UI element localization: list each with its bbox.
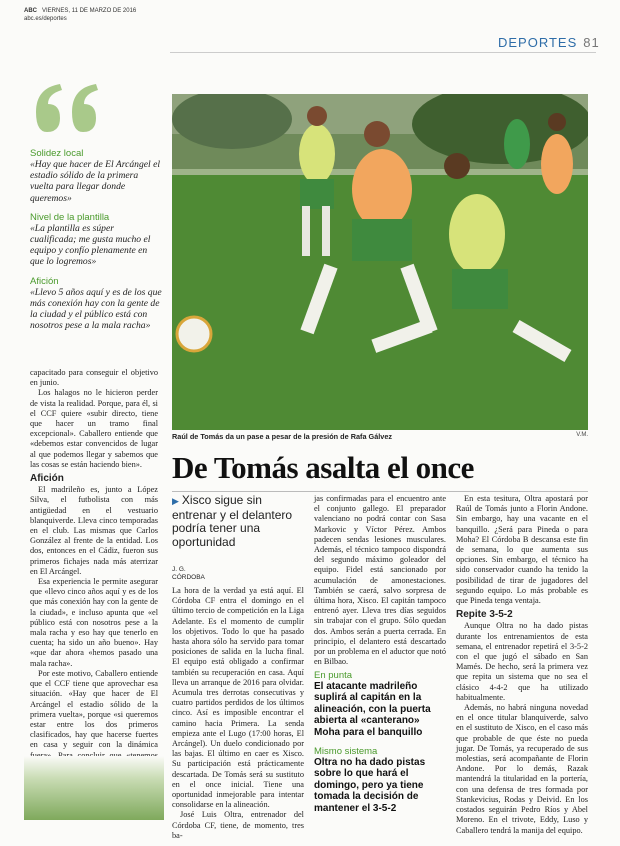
paragraph: El madrileño es, junto a López Silva, el futbolista con más antigüedad en el vestuario blanquiverde. Lleva cinco temporadas en el club. Las mismas que Carlos González al frente de la entidad. Los dos, entonces en el Cádiz, fueron sus primeros fichajes nada más aterrizar en El Arcángel. <box>30 485 158 576</box>
training-photo-illustration <box>172 94 588 430</box>
subheadline-text: Xisco sigue sin entrenar y el delantero podría tener una oportunidad <box>172 493 293 549</box>
headline: De Tomás asalta el once <box>172 450 474 485</box>
subheading: Afición <box>30 473 64 485</box>
article-column-left <box>30 368 158 781</box>
page-number: 81 <box>583 35 600 50</box>
quote-heading: Nivel de la plantilla <box>30 211 110 223</box>
paragraph: Además, no habrá ninguna novedad en el once titular blanquiverde, salvo en el sustituto de Xisco, en el caso más que probable de que éste no pueda jugar. De Tomás, ya recuperado de sus molestias, será acompañante de Florin Andone. Por lo demás, Razak mantendrá la titularidad en la portería, con una defensa de tres formada por Stankevicius, Rodas y Deivid. En los costados seguirán Pedro Ríos y Abel Moreno. En el trivote, Eddy, Luso y Caballero tendrá la manija del equipo. <box>456 703 588 835</box>
training-photo <box>172 94 588 430</box>
photo-caption: Raúl de Tomás da un pase a pesar de la presión de Rafa Gálvez <box>172 432 393 441</box>
section-name: DEPORTES <box>498 35 578 50</box>
masthead-info <box>24 7 136 23</box>
photo-credit: V.M. <box>576 432 588 438</box>
section-url: abc.es/deportes <box>24 16 67 22</box>
article-column-1 <box>172 586 304 841</box>
quote-mark-icon <box>30 82 110 134</box>
highlight-heading: Mismo sistema <box>314 746 378 757</box>
article-column-3 <box>456 494 588 836</box>
section-title <box>498 35 600 50</box>
subheading: Repite 3-5-2 <box>456 609 513 621</box>
paragraph: Aunque Oltra no ha dado pistas durante los entrenamientos de esta semana, el entrenador repetirá el 3-5-2 con el que jugó el sábado en San Mamés. De hecho, será la primera vez que repita un sistema que no sea el clásico 4-4-2 que ha utilizado habitualmente. <box>456 621 588 702</box>
quote-text: «Llevo 5 años aquí y es de los que más conexión hay con la gente de la ciudad y el público está con nosotros pese a la mala racha» <box>30 286 162 332</box>
subheadline <box>172 494 300 549</box>
headline-divider <box>172 491 588 492</box>
paragraph: José Luis Oltra, entrenador del Córdoba CF, tiene, de momento, tres ba- <box>172 810 304 840</box>
highlight-text: El atacante madrileño suplirá al capitán en la alineación, con la puerta abierta al «canterano» Moha para el banquillo <box>314 681 431 738</box>
paragraph: En esta tesitura, Oltra apostará por Raúl de Tomás junto a Florin Andone. Sin embargo, hay una vacante en el banquillo. ¿Será para Pineda o para Moha? El Córdoba B descansa este fin de semana, lo que aumenta sus opciones. Sin embargo, el técnico ha sido conservador cuando ha tenido la posibilidad de tirar de jugadores del segundo equipo. Lo más probable es que Pineda tenga ventaja. <box>456 494 588 606</box>
grass-decoration <box>24 756 164 820</box>
highlight-heading: En punta <box>314 670 353 681</box>
quotes-sidebar <box>30 148 162 339</box>
paragraph: Por este motivo, Caballero entiende que el CCF tiene que aprovechar esa situación. «Hay que hacer de El Arcángel el estadio sólido de la primera vuelta», porque «si queremos estar entre los dos primeros clasificados, hay que hacerse fuertes en casa y seguir con la dinámica <box>30 668 158 750</box>
paragraph: La hora de la verdad ya está aquí. El Córdoba CF entra el domingo en el último tercio de competición en la Liga Adelante. Es el momento de cumplir los objetivos. Todo lo que ha pasado hasta ahora sólo ha servido para tomar posiciones de salida en la lucha final. El equipo está obligado a confirmar también su recuperación en casa. Aquí lleva un arranque de 2016 para olvidar. Acumula tres derrotas consecutivas y cuatro partidos perdidos de los últimos cinco. Así es imposible encontrar el camino hacia Primera. La senda empieza ante el Lugo (17:00 horas, El Arcángel). Un duelo condicionado por las bajas. El último en caer es Xisco. Su participación está prácticamente descartada. De Tomás será su sustituto en el once inicial. Tiene una oportunidad inmejorable para intentar consolidarse en la alineación. <box>172 586 304 810</box>
paper-name: ABC <box>24 8 37 14</box>
paragraph: capacitado para conseguir el objetivo en junio. <box>30 368 158 388</box>
byline-name: J. G. <box>172 566 186 573</box>
byline-place: CÓRDOBA <box>172 574 205 581</box>
issue-date: VIERNES, 11 DE MARZO DE 2016 <box>42 8 137 14</box>
highlight-text: Oltra no ha dado pistas sobre lo que hará el domingo, pero ya tiene tomada la decisión de mantener el 3-5-2 <box>314 757 426 814</box>
quote-heading: Afición <box>30 275 59 287</box>
triangle-bullet-icon: ▶ <box>172 496 179 506</box>
highlight-box-2 <box>314 746 446 814</box>
article-column-2 <box>314 494 446 667</box>
top-divider <box>170 52 596 53</box>
quote-text: «Hay que hacer de El Arcángel el estadio sólido de la primera vuelta para llegar donde queremos» <box>30 159 161 204</box>
quote-text: «La plantilla es súper cualificada; me gusta mucho el equipo y confío plenamente en que lo logremos» <box>30 222 151 268</box>
byline <box>172 566 205 582</box>
paragraph: jas confirmadas para el encuentro ante el conjunto gallego. El preparador valenciano no podrá contar con Sasa Markovic y Víctor Pérez. Ambos padecen sendas lesiones musculares. Además, el técnico tampoco dispondrá del segundo máximo goleador del equipo. Fidel está sancionado por acumulación de amonestaciones. También se caerá, salvo sorpresa de última hora, Xisco. El capitán tampoco entrenó ayer. Lleva tres días seguidos sin trabajar con el grupo. Sólo quedan dos. Ambos serán a puerta cerrada. En principio, el delantero está descartado por un problema en el aductor que notó en Bilbao. <box>314 494 446 667</box>
paragraph: Esa experiencia le permite asegurar que «llevo cinco años aquí y es de los que más conexión hay con la gente de la ciudad», e incluso apunta que «el público está con nosotros pese a la mala racha y eso hay que tenerlo en cuenta; ha sido un año bueno». Hay «que dar ahora «hemos pasado una mala racha». <box>30 577 158 668</box>
paragraph: Los halagos no le hicieron perder de vista la realidad. Porque, para él, si el CCF quiere «subir directo, tiene que hacer un tramo final excepcional». Caballero entiende que «debemos estar convencidos de lugar al que podemos llegar y sabemos que las cosas se están haciendo bien». <box>30 388 158 469</box>
quote-heading: Solidez local <box>30 148 84 159</box>
highlight-box-1 <box>314 670 446 738</box>
